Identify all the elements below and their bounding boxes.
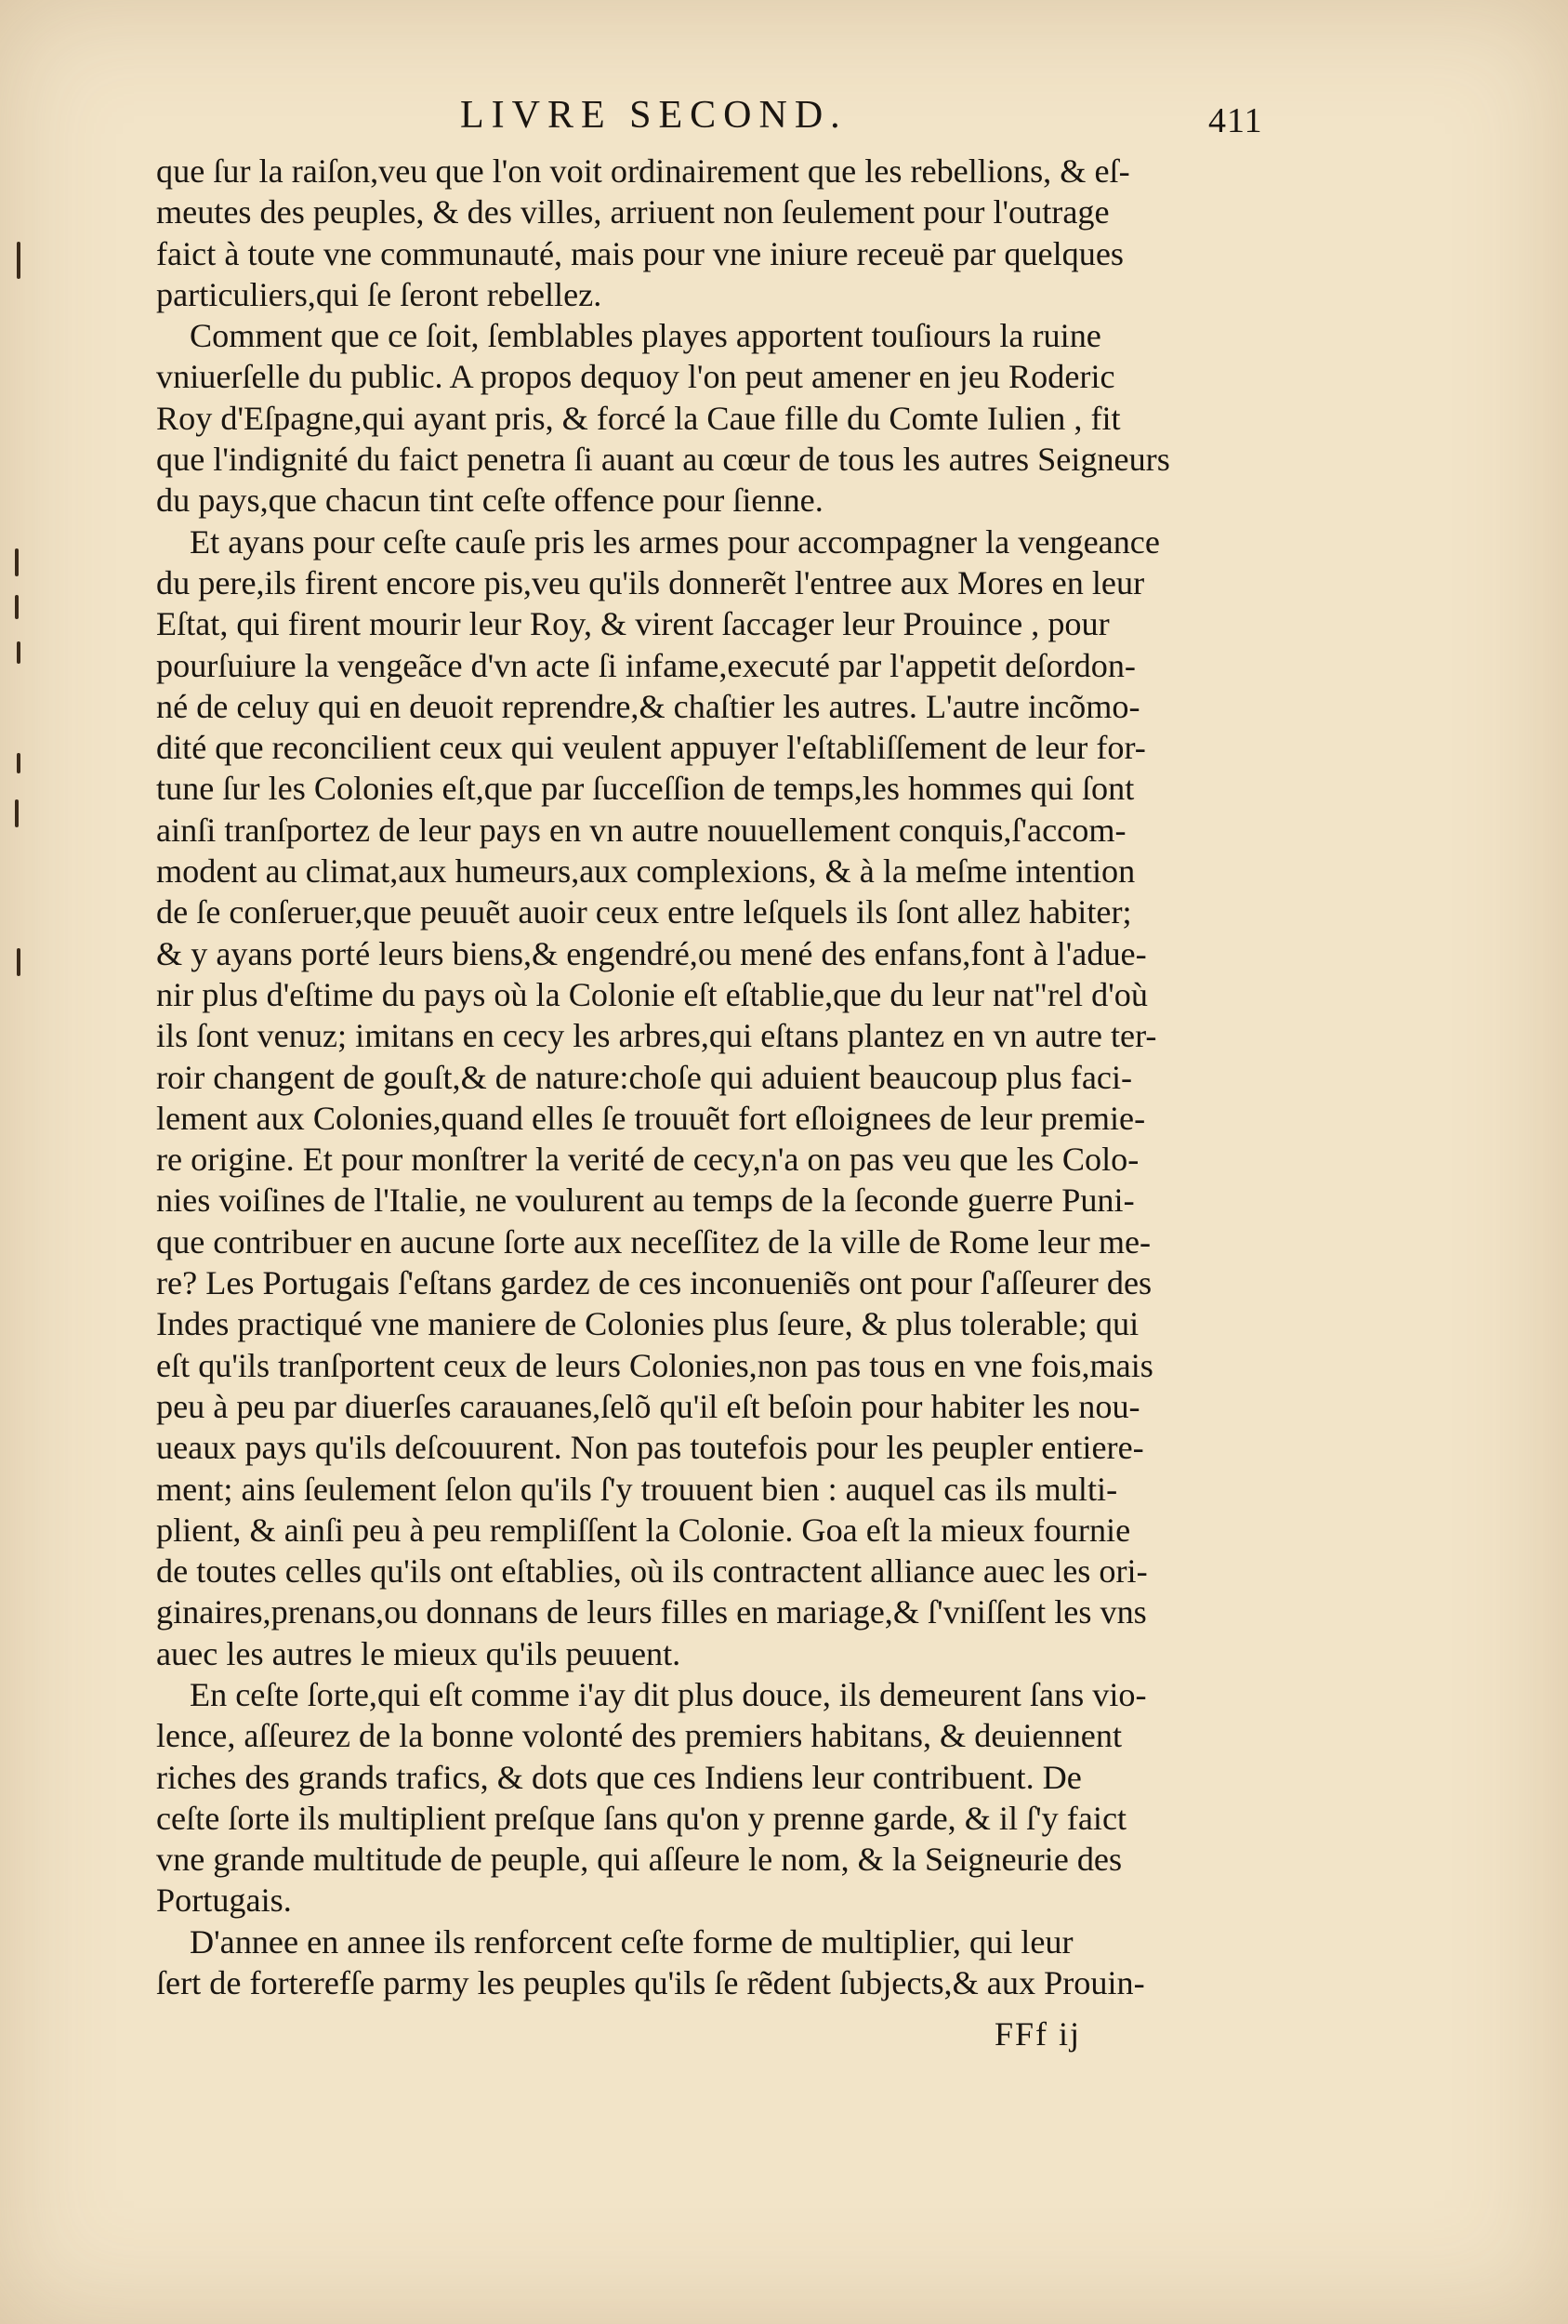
text-line: tune ſur les Colonies eſt,que par ſucceſſion de temps,les hommes qui ſont <box>156 770 1135 808</box>
text-line: re origine. Et pour monſtrer la verité de cecy,n'a on pas veu que les Colo- <box>156 1141 1140 1179</box>
text-line: ainſi tranſportez de leur pays en vn autre nouuellement conquis,ſ'accom- <box>156 811 1127 849</box>
text-line: auec les autres le mieux qu'ils peuuent. <box>156 1634 681 1672</box>
margin-mark <box>17 753 20 773</box>
text-line: de ſe conſeruer,que peuuẽt auoir ceux entre leſquels ils ſont allez habiter; <box>156 893 1132 931</box>
text-line: re? Les Portugais ſ'eſtans gardez de ces inconueniẽs ont pour ſ'aſſeurer des <box>156 1264 1153 1302</box>
margin-mark <box>17 641 20 664</box>
text-line: En ceſte ſorte,qui eſt comme i'ay dit plus douce, ils demeurent ſans vio- <box>190 1675 1147 1713</box>
text-line: lence, aſſeurez de la bonne volonté des premiers habitans, & deuiennent <box>156 1717 1122 1755</box>
text-line: que ſur la raiſon,veu que l'on voit ordinairement que les rebellions, & eſ- <box>156 152 1130 190</box>
text-line: ment; ains ſeulement ſelon qu'ils ſ'y trouuent bien : auquel cas ils multi- <box>156 1470 1118 1508</box>
text-line: faict à toute vne communauté, mais pour vne iniure receuë par quelques <box>156 234 1124 272</box>
text-line: nir plus d'eſtime du pays où la Colonie eſt eſtablie,que du leur nat"rel d'où <box>156 975 1148 1013</box>
text-line: Indes practiqué vne maniere de Colonies plus ſeure, & plus tolerable; qui <box>156 1305 1140 1343</box>
text-line: vne grande multitude de peuple, qui aſſeure le nom, & la Seigneurie des <box>156 1841 1123 1879</box>
text-line: & y ayans porté leurs biens,& engendré,ou mené des enfans,font à l'adue- <box>156 934 1147 972</box>
body-text <box>156 151 1272 2003</box>
running-header: LIVRE SECOND. <box>460 94 848 137</box>
text-line: du pere,ils firent encore pis,veu qu'ils donnerẽt l'entree aux Mores en leur <box>156 563 1145 601</box>
text-line: plient, & ainſi peu à peu rempliſſent la Colonie. Goa eſt la mieux fournie <box>156 1511 1131 1549</box>
page-number: 411 <box>1208 101 1263 140</box>
text-line: pourſuiure la vengeãce d'vn acte ſi infame,executé par l'appetit deſordon- <box>156 646 1136 684</box>
text-line: eſt qu'ils tranſportent ceux de leurs Colonies,non pas tous en vne fois,mais <box>156 1346 1153 1384</box>
text-line: que contribuer en aucune ſorte aux neceſſitez de la ville de Rome leur me- <box>156 1222 1152 1261</box>
text-line: particuliers,qui ſe ſeront rebellez. <box>156 275 602 313</box>
text-line: ceſte ſorte ils multiplient preſque ſans qu'on y prenne garde, & il ſ'y faict <box>156 1799 1127 1837</box>
margin-mark <box>15 799 19 827</box>
text-line: modent au climat,aux humeurs,aux complexions, & à la meſme intention <box>156 852 1136 891</box>
text-line: que l'indignité du faict penetra ſi auant au cœur de tous les autres Seigneurs <box>156 441 1170 479</box>
text-line: ſert de forterefſe parmy les peuples qu'ils ſe rẽdent ſubjects,& aux Prouin- <box>156 1964 1145 2002</box>
text-line: roir changent de gouſt,& de nature:choſe qui aduient beaucoup plus faci- <box>156 1058 1133 1096</box>
margin-mark <box>17 242 20 279</box>
margin-mark <box>15 548 19 576</box>
text-line: ginaires,prenans,ou donnans de leurs filles en mariage,& ſ'vniſſent les vns <box>156 1593 1147 1631</box>
margin-mark <box>17 948 20 976</box>
signature-mark: FFf ij <box>995 2015 1082 2053</box>
text-line: ueaux pays qu'ils deſcouurent. Non pas toutefois pour les peupler entiere- <box>156 1429 1144 1467</box>
text-line: D'annee en annee ils renforcent ceſte forme de multiplier, qui leur <box>190 1922 1074 1961</box>
text-line: Et ayans pour ceſte cauſe pris les armes pour accompagner la vengeance <box>190 522 1160 561</box>
text-line: nies voiſines de l'Italie, ne voulurent au temps de la ſeconde guerre Puni- <box>156 1182 1135 1220</box>
text-line: meutes des peuples, & des villes, arriuent non ſeulement pour l'outrage <box>156 193 1110 231</box>
text-line: du pays,que chacun tint ceſte offence pour ſienne. <box>156 482 824 520</box>
text-line: né de celuy qui en deuoit reprendre,& chaſtier les autres. L'autre incõmo- <box>156 687 1140 725</box>
text-line: dité que reconcilient ceux qui veulent appuyer l'eſtabliſſement de leur for- <box>156 729 1146 767</box>
text-line: peu à peu par diuerſes carauanes,ſelõ qu'il eſt beſoin pour habiter les nou- <box>156 1387 1140 1425</box>
text-line: Portugais. <box>156 1882 292 1920</box>
text-line: riches des grands trafics, & dots que ces Indiens leur contribuent. De <box>156 1758 1082 1796</box>
margin-mark <box>15 595 19 619</box>
text-line: Comment que ce ſoit, ſemblables playes apportent touſiours la ruine <box>190 317 1101 355</box>
text-line: vniuerſelle du public. A propos dequoy l'on peut amener en jeu Roderic <box>156 358 1115 396</box>
text-line: Eſtat, qui firent mourir leur Roy, & virent ſaccager leur Prouince , pour <box>156 605 1110 643</box>
text-line: Roy d'Eſpagne,qui ayant pris, & forcé la Caue fille du Comte Iulien , fit <box>156 399 1121 437</box>
text-line: de toutes celles qu'ils ont eſtablies, où ils contractent alliance auec les ori- <box>156 1552 1148 1591</box>
text-line: lement aux Colonies,quand elles ſe trouuẽt fort eſloignees de leur premie- <box>156 1099 1146 1137</box>
text-line: ils ſont venuz; imitans en cecy les arbres,qui eſtans plantez en vn autre ter- <box>156 1017 1157 1055</box>
